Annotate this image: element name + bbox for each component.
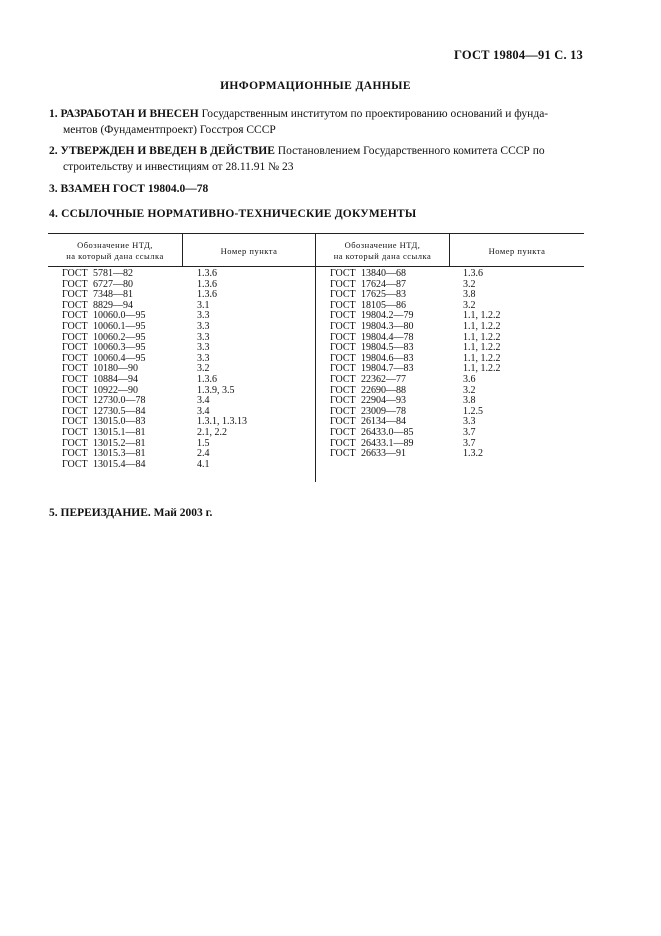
- header-point-right: Номер пункта: [488, 245, 546, 256]
- doc-number: 26433.0—85: [361, 426, 414, 438]
- point-number: 1.3.9, 3.5: [197, 384, 235, 396]
- doc-number: 5781—82: [93, 268, 133, 279]
- doc-number: 19804.5—83: [361, 342, 414, 354]
- point-number: 3.3: [197, 310, 210, 322]
- item-text: Постановлением Государственного комитета СССР по: [277, 145, 545, 157]
- doc-designation: [330, 449, 414, 460]
- header-doc-line1: Обозначение НТД,: [344, 240, 421, 250]
- doc-prefix: ГОСТ: [62, 299, 88, 311]
- doc-prefix: ГОСТ: [62, 342, 88, 354]
- doc-prefix: ГОСТ: [330, 384, 356, 396]
- doc-prefix: ГОСТ: [330, 342, 356, 354]
- doc-prefix: ГОСТ: [330, 299, 356, 311]
- doc-number: 10060.4—95: [93, 352, 146, 364]
- header-point-left: Номер пункта: [220, 245, 278, 256]
- doc-number: 12730.5—84: [93, 405, 146, 417]
- header-doc-line1: Обозначение НТД,: [77, 240, 153, 250]
- point-number: 1.1, 1.2.2: [463, 352, 501, 364]
- doc-number: 10060.1—95: [93, 320, 146, 332]
- doc-prefix: ГОСТ: [330, 416, 356, 428]
- doc-number: 19804.6—83: [361, 352, 414, 364]
- doc-column-right: [330, 269, 414, 460]
- doc-column-left: [62, 269, 146, 470]
- point-number: 1.1, 1.2.2: [463, 363, 501, 375]
- point-number: 3.7: [463, 426, 476, 438]
- doc-number: 10060.3—95: [93, 342, 146, 354]
- point-number: 4.1: [197, 458, 210, 470]
- doc-prefix: ГОСТ: [62, 426, 88, 438]
- item-approved: [49, 143, 585, 175]
- doc-prefix: ГОСТ: [330, 405, 356, 417]
- doc-prefix: ГОСТ: [330, 278, 356, 290]
- doc-number: 10060.0—95: [93, 310, 146, 322]
- doc-designation: [62, 460, 146, 471]
- point-number: 3.4: [197, 405, 210, 417]
- doc-number: 13015.0—83: [93, 416, 146, 428]
- doc-number: 10060.2—95: [93, 331, 146, 343]
- doc-prefix: ГОСТ: [62, 352, 88, 364]
- section-title: ИНФОРМАЦИОННЫЕ ДАННЫЕ: [220, 80, 411, 92]
- point-number: 1.5: [197, 437, 210, 449]
- item-number: 4.: [49, 208, 59, 220]
- doc-number: 17625—83: [361, 289, 406, 301]
- point-number: 3.2: [463, 299, 476, 311]
- header-doc-left: [48, 237, 182, 265]
- doc-prefix: ГОСТ: [330, 426, 356, 438]
- doc-prefix: ГОСТ: [330, 363, 356, 375]
- doc-number: 22904—93: [361, 395, 406, 407]
- point-number: 3.3: [197, 352, 210, 364]
- item-replaces: [49, 181, 585, 197]
- doc-number: 17624—87: [361, 278, 406, 290]
- doc-number: 7348—81: [93, 289, 133, 301]
- header-doc-line2: на который дана ссылка: [66, 251, 164, 261]
- doc-prefix: ГОСТ: [330, 395, 356, 407]
- point-number: 1.3.1, 1.3.13: [197, 416, 247, 428]
- point-number: 1.3.6: [197, 278, 217, 290]
- doc-number: 19804.2—79: [361, 310, 414, 322]
- page-header: ГОСТ 19804—91 С. 13: [454, 48, 583, 62]
- point-number: 3.3: [197, 342, 210, 354]
- doc-number: 22690—88: [361, 384, 406, 396]
- doc-number: 26433.1—89: [361, 437, 414, 449]
- doc-number: 22362—77: [361, 373, 406, 385]
- point-number: 1.3.6: [197, 373, 217, 385]
- point-number: 1.3.2: [463, 448, 483, 460]
- point-number: 3.8: [463, 289, 476, 301]
- doc-prefix: ГОСТ: [330, 289, 356, 301]
- item-reissue: [49, 505, 585, 521]
- table-center-divider: [315, 233, 316, 482]
- header-doc-line2: на который дана ссылка: [333, 251, 432, 261]
- item-lead: ССЫЛОЧНЫЕ НОРМАТИВНО-ТЕХНИЧЕСКИЕ ДОКУМЕНТЫ: [61, 208, 417, 220]
- doc-prefix: ГОСТ: [330, 320, 356, 332]
- point-number: 1.1, 1.2.2: [463, 310, 501, 322]
- item-lead: РАЗРАБОТАН И ВНЕСЕН: [60, 108, 199, 120]
- doc-prefix: ГОСТ: [330, 437, 356, 449]
- doc-prefix: ГОСТ: [62, 363, 88, 375]
- item-developed-by: [49, 106, 585, 138]
- doc-number: 12730.0—78: [93, 395, 146, 407]
- point-number: 1.1, 1.2.2: [463, 342, 501, 354]
- point-number: 3.4: [197, 395, 210, 407]
- doc-prefix: ГОСТ: [62, 416, 88, 428]
- point-number: 1.1, 1.2.2: [463, 320, 501, 332]
- point-number: 1.1, 1.2.2: [463, 331, 501, 343]
- header-doc-right: [316, 237, 449, 265]
- doc-prefix: ГОСТ: [62, 384, 88, 396]
- point-number: 3.8: [463, 395, 476, 407]
- doc-prefix: ГОСТ: [330, 352, 356, 364]
- doc-number: 13840—68: [361, 268, 406, 279]
- item-lead: ВЗАМЕН ГОСТ 19804.0—78: [60, 183, 209, 195]
- point-number: 1.3.6: [197, 289, 217, 301]
- doc-number: 10922—90: [93, 384, 138, 396]
- doc-number: 10180—90: [93, 363, 138, 375]
- doc-number: 10884—94: [93, 373, 138, 385]
- item-reference-docs: [49, 206, 585, 222]
- point-number: 2.1, 2.2: [197, 426, 227, 438]
- item-continuation: строительству и инвестициям от 28.11.91 № 23: [63, 161, 294, 173]
- doc-number: 19804.4—78: [361, 331, 414, 343]
- item-lead: УТВЕРЖДЕН И ВВЕДЕН В ДЕЙСТВИЕ: [60, 145, 275, 157]
- doc-prefix: ГОСТ: [62, 395, 88, 407]
- point-number: 3.3: [197, 331, 210, 343]
- doc-number: 26633—91: [361, 448, 406, 460]
- point-number: 3.3: [197, 320, 210, 332]
- doc-prefix: ГОСТ: [330, 373, 356, 385]
- reference-table: [48, 233, 584, 482]
- doc-number: 13015.3—81: [93, 448, 146, 460]
- doc-prefix: ГОСТ: [62, 448, 88, 460]
- item-continuation: ментов (Фундаментпроект) Госстроя СССР: [63, 124, 276, 136]
- table-header-rule: [48, 266, 584, 267]
- item-number: 1.: [49, 108, 58, 120]
- point-number: 3.1: [197, 299, 210, 311]
- doc-prefix: ГОСТ: [62, 268, 88, 279]
- doc-prefix: ГОСТ: [62, 278, 88, 290]
- doc-number: 13015.1—81: [93, 426, 146, 438]
- doc-prefix: ГОСТ: [62, 310, 88, 322]
- item-text: Май 2003 г.: [153, 507, 213, 519]
- doc-number: 26134—84: [361, 416, 406, 428]
- doc-number: 13015.2—81: [93, 437, 146, 449]
- doc-prefix: ГОСТ: [330, 448, 356, 460]
- doc-number: 19804.3—80: [361, 320, 414, 332]
- point-number: 2.4: [197, 448, 210, 460]
- point-number: 3.2: [197, 363, 210, 375]
- doc-prefix: ГОСТ: [62, 437, 88, 449]
- doc-number: 13015.4—84: [93, 458, 146, 470]
- doc-prefix: ГОСТ: [330, 268, 356, 279]
- item-number: 5.: [49, 507, 58, 519]
- item-text: Государственным институтом по проектированию оснований и фунда-: [201, 108, 549, 120]
- table-top-rule: [48, 233, 584, 234]
- point-number: 3.2: [463, 278, 476, 290]
- doc-number: 19804.7—83: [361, 363, 414, 375]
- point-number: 3.7: [463, 437, 476, 449]
- doc-number: 8829—94: [93, 299, 133, 311]
- doc-prefix: ГОСТ: [62, 405, 88, 417]
- doc-prefix: ГОСТ: [62, 458, 88, 470]
- point-number: 1.2.5: [463, 405, 483, 417]
- doc-number: 18105—86: [361, 299, 406, 311]
- point-column-left: [197, 269, 247, 470]
- doc-number: 6727—80: [93, 278, 133, 290]
- item-number: 3.: [49, 183, 58, 195]
- item-number: 2.: [49, 145, 58, 157]
- item-lead: ПЕРЕИЗДАНИЕ.: [60, 507, 151, 519]
- point-number: 3.6: [463, 373, 476, 385]
- doc-prefix: ГОСТ: [62, 331, 88, 343]
- doc-prefix: ГОСТ: [330, 310, 356, 322]
- doc-prefix: ГОСТ: [330, 331, 356, 343]
- point-number: 3.2: [463, 384, 476, 396]
- point-number: 3.3: [463, 416, 476, 428]
- doc-prefix: ГОСТ: [62, 320, 88, 332]
- point-number: 1.3.6: [463, 268, 483, 279]
- doc-prefix: ГОСТ: [62, 373, 88, 385]
- doc-number: 23009—78: [361, 405, 406, 417]
- doc-prefix: ГОСТ: [62, 289, 88, 301]
- point-number: 1.3.6: [197, 268, 217, 279]
- point-column-right: [463, 269, 501, 460]
